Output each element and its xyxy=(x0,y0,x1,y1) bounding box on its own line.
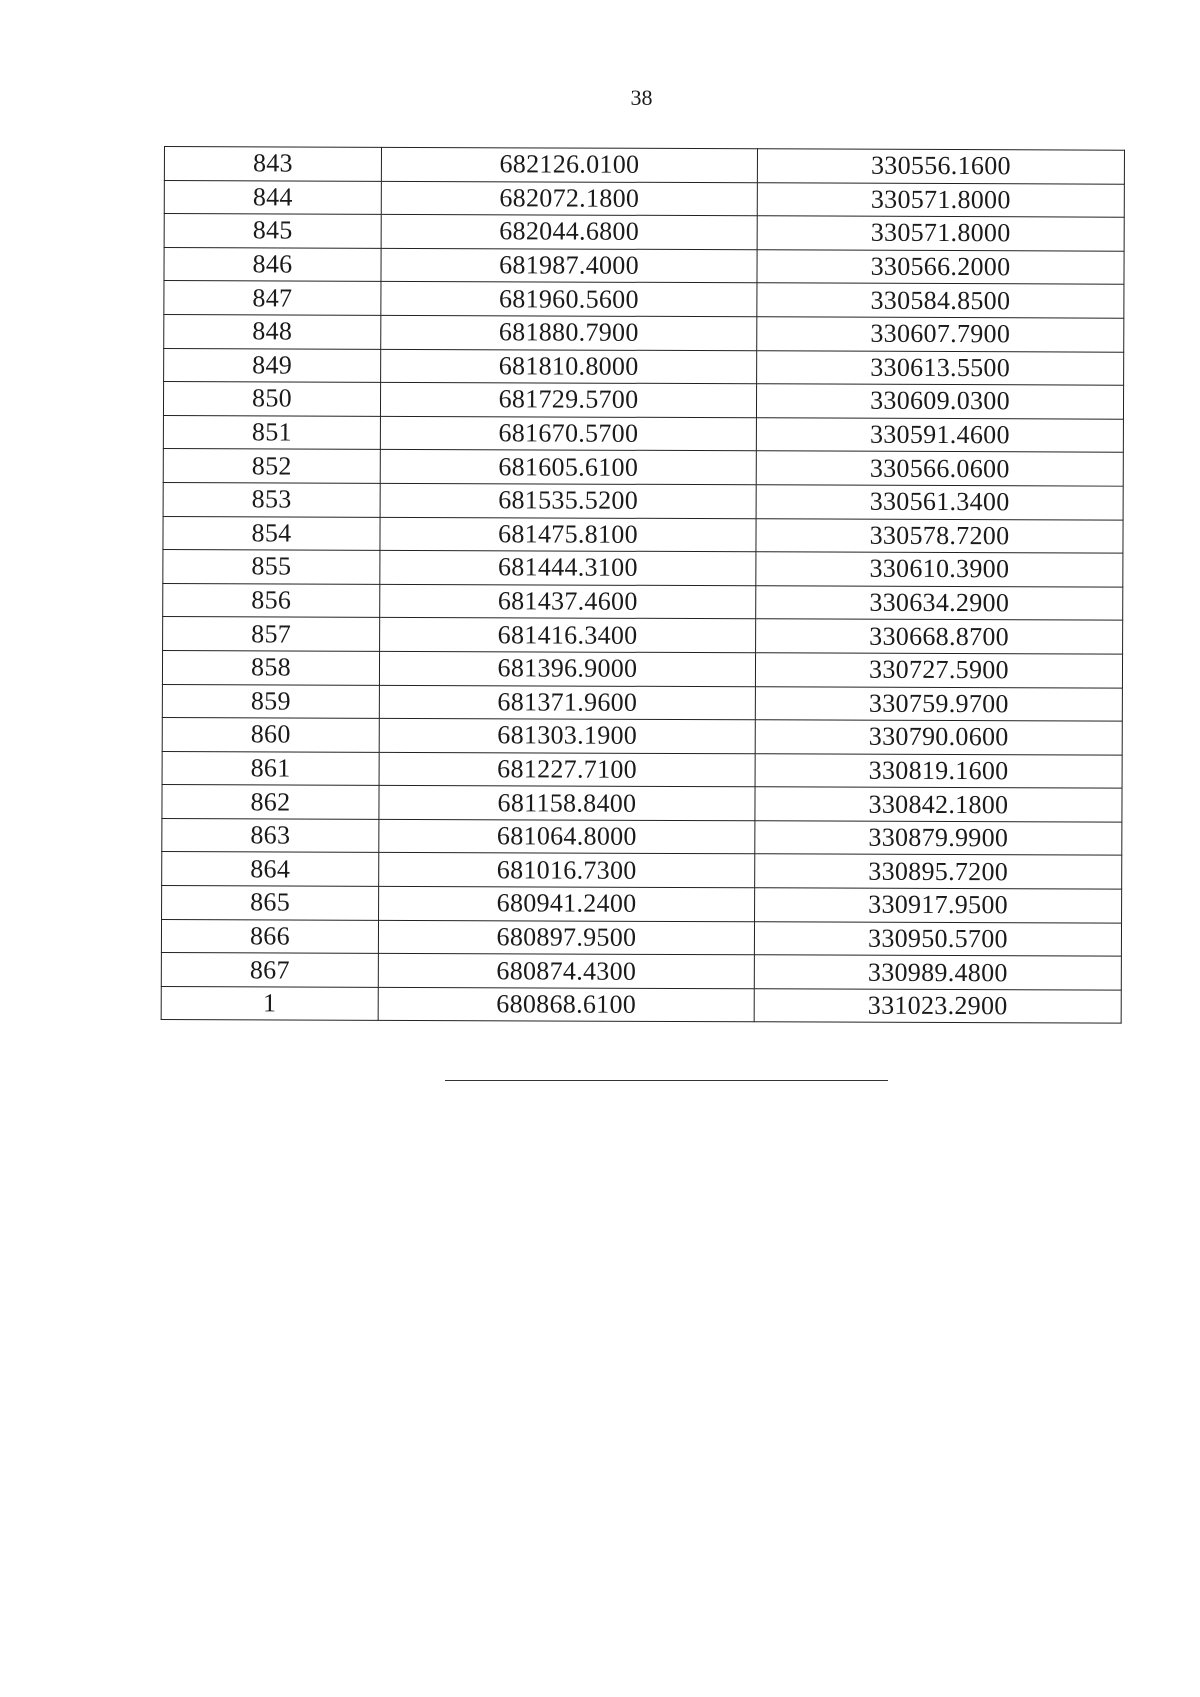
x-coordinate-cell: 681371.9600 xyxy=(379,685,755,720)
x-coordinate-cell: 680868.6100 xyxy=(378,987,754,1022)
table-row xyxy=(161,953,1121,990)
point-number-cell: 867 xyxy=(161,953,378,987)
table-row xyxy=(161,986,1121,1023)
table-row xyxy=(162,650,1122,687)
point-number-cell: 848 xyxy=(164,314,381,348)
y-coordinate-cell: 330950.5700 xyxy=(754,921,1121,956)
point-number-cell: 847 xyxy=(164,281,381,315)
table-row xyxy=(164,214,1124,251)
point-number-cell: 866 xyxy=(161,919,378,953)
table-row xyxy=(161,919,1121,956)
x-coordinate-cell: 681475.8100 xyxy=(380,517,756,552)
y-coordinate-cell: 330566.0600 xyxy=(756,451,1123,486)
table-row xyxy=(163,415,1123,452)
point-number-cell: 856 xyxy=(163,583,380,617)
point-number-cell: 865 xyxy=(162,886,379,920)
point-number-cell: 850 xyxy=(163,382,380,416)
y-coordinate-cell: 330556.1600 xyxy=(757,149,1124,184)
y-coordinate-cell: 330819.1600 xyxy=(755,753,1122,788)
point-number-cell: 862 xyxy=(162,785,379,819)
x-coordinate-cell: 681064.8000 xyxy=(379,819,755,854)
page-number: 38 xyxy=(630,85,653,110)
point-number-cell: 864 xyxy=(162,852,379,886)
point-number-cell: 854 xyxy=(163,516,380,550)
table-row xyxy=(164,247,1124,284)
x-coordinate-cell: 681416.3400 xyxy=(380,618,756,653)
x-coordinate-cell: 682072.1800 xyxy=(381,181,757,216)
point-number-cell: 849 xyxy=(164,348,381,382)
x-coordinate-cell: 681729.5700 xyxy=(380,382,756,417)
table-row xyxy=(164,180,1124,217)
y-coordinate-cell: 330607.7900 xyxy=(757,317,1124,352)
coordinates-table-body xyxy=(161,147,1124,1024)
y-coordinate-cell: 330759.9700 xyxy=(755,686,1122,721)
point-number-cell: 860 xyxy=(162,718,379,752)
point-number-cell: 845 xyxy=(164,214,381,248)
x-coordinate-cell: 681810.8000 xyxy=(381,349,757,384)
y-coordinate-cell: 330842.1800 xyxy=(755,787,1122,822)
point-number-cell: 863 xyxy=(162,818,379,852)
table-row xyxy=(164,348,1124,385)
y-coordinate-cell: 330571.8000 xyxy=(757,216,1124,251)
table-row xyxy=(162,718,1122,755)
table-row xyxy=(164,147,1124,184)
table-row xyxy=(163,482,1123,519)
x-coordinate-cell: 681016.7300 xyxy=(379,853,755,888)
y-coordinate-cell: 330727.5900 xyxy=(755,653,1122,688)
y-coordinate-cell: 330668.8700 xyxy=(756,619,1123,654)
y-coordinate-cell: 330610.3900 xyxy=(756,552,1123,587)
table-row xyxy=(163,550,1123,587)
x-coordinate-cell: 681396.9000 xyxy=(379,651,755,686)
y-coordinate-cell: 330591.4600 xyxy=(756,418,1123,453)
table-row xyxy=(163,583,1123,620)
table-row xyxy=(163,617,1123,654)
point-number-cell: 858 xyxy=(162,650,379,684)
x-coordinate-cell: 682126.0100 xyxy=(381,147,757,182)
y-coordinate-cell: 330917.9500 xyxy=(755,888,1122,923)
y-coordinate-cell: 330578.7200 xyxy=(756,518,1123,553)
table-row xyxy=(163,382,1123,419)
y-coordinate-cell: 330989.4800 xyxy=(754,955,1121,990)
table-row xyxy=(162,818,1122,855)
x-coordinate-cell: 681437.4600 xyxy=(380,584,756,619)
x-coordinate-cell: 681605.6100 xyxy=(380,450,756,485)
y-coordinate-cell: 330613.5500 xyxy=(757,350,1124,385)
point-number-cell: 852 xyxy=(163,449,380,483)
x-coordinate-cell: 681670.5700 xyxy=(380,416,756,451)
y-coordinate-cell: 330584.8500 xyxy=(757,283,1124,318)
table-row xyxy=(164,314,1124,351)
point-number-cell: 843 xyxy=(164,147,381,181)
point-number-cell: 846 xyxy=(164,247,381,281)
x-coordinate-cell: 681535.5200 xyxy=(380,483,756,518)
table-row xyxy=(164,281,1124,318)
x-coordinate-cell: 681960.5600 xyxy=(381,282,757,317)
y-coordinate-cell: 330895.7200 xyxy=(755,854,1122,889)
x-coordinate-cell: 681227.7100 xyxy=(379,752,755,787)
table-row xyxy=(162,684,1122,721)
point-number-cell: 851 xyxy=(163,415,380,449)
end-separator-line xyxy=(445,1080,888,1081)
x-coordinate-cell: 681444.3100 xyxy=(380,550,756,585)
point-number-cell: 853 xyxy=(163,482,380,516)
y-coordinate-cell: 330561.3400 xyxy=(756,485,1123,520)
table-row xyxy=(162,886,1122,923)
point-number-cell: 855 xyxy=(163,550,380,584)
x-coordinate-cell: 681987.4000 xyxy=(381,248,757,283)
point-number-cell: 844 xyxy=(164,180,381,214)
x-coordinate-cell: 680897.9500 xyxy=(378,920,754,955)
table-row xyxy=(162,852,1122,889)
table-row xyxy=(162,785,1122,822)
x-coordinate-cell: 681303.1900 xyxy=(379,718,755,753)
table-row xyxy=(162,751,1122,788)
x-coordinate-cell: 681158.8400 xyxy=(379,786,755,821)
x-coordinate-cell: 680941.2400 xyxy=(379,886,755,921)
y-coordinate-cell: 331023.2900 xyxy=(754,989,1121,1024)
x-coordinate-cell: 681880.7900 xyxy=(381,315,757,350)
y-coordinate-cell: 330571.8000 xyxy=(757,182,1124,217)
point-number-cell: 1 xyxy=(161,986,378,1020)
y-coordinate-cell: 330879.9900 xyxy=(755,821,1122,856)
x-coordinate-cell: 680874.4300 xyxy=(378,954,754,989)
coordinates-table xyxy=(161,146,1125,1024)
y-coordinate-cell: 330790.0600 xyxy=(755,720,1122,755)
y-coordinate-cell: 330609.0300 xyxy=(756,384,1123,419)
point-number-cell: 857 xyxy=(163,617,380,651)
table-row xyxy=(163,516,1123,553)
point-number-cell: 859 xyxy=(162,684,379,718)
y-coordinate-cell: 330634.2900 xyxy=(756,585,1123,620)
table-row xyxy=(163,449,1123,486)
point-number-cell: 861 xyxy=(162,751,379,785)
x-coordinate-cell: 682044.6800 xyxy=(381,215,757,250)
y-coordinate-cell: 330566.2000 xyxy=(757,250,1124,285)
